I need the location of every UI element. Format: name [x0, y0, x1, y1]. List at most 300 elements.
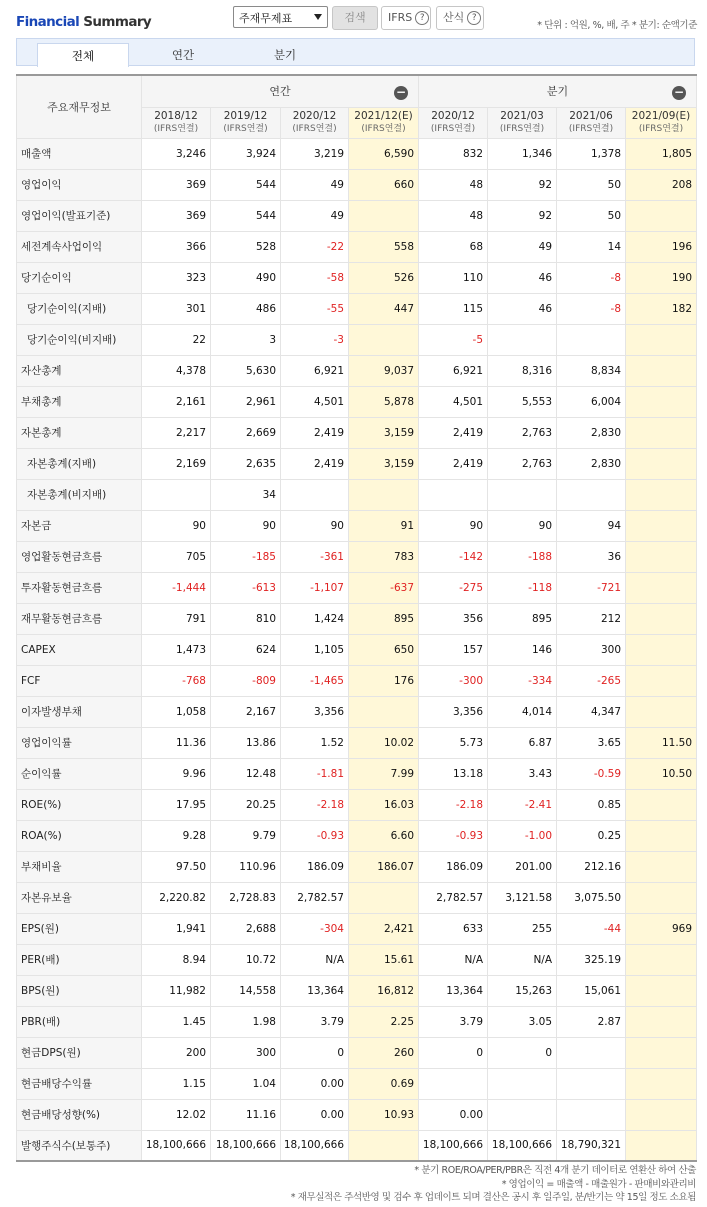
column-header	[349, 107, 419, 138]
row-label: 영업이익	[17, 169, 142, 200]
table-cell: 92	[488, 169, 557, 200]
row-label: 자본총계(비지배)	[17, 479, 142, 510]
table-cell	[349, 696, 419, 727]
table-row	[17, 1130, 697, 1161]
table-cell: 8,834	[557, 355, 626, 386]
table-cell: 16.03	[349, 789, 419, 820]
column-basis: (IFRS연결)	[568, 123, 614, 134]
table-cell: 186.09	[419, 851, 488, 882]
table-cell: 3	[211, 324, 281, 355]
footnote: * 분기 ROE/ROA/PER/PBR은 직전 4개 분기 데이터로 연환산 하여 산출	[414, 1165, 696, 1176]
table-row	[17, 479, 697, 510]
table-cell: 212.16	[557, 851, 626, 882]
table-cell: 3.79	[281, 1006, 349, 1037]
table-cell: 3,159	[349, 417, 419, 448]
table-cell: 969	[626, 913, 697, 944]
table-cell	[626, 820, 697, 851]
row-label: 영업이익률	[17, 727, 142, 758]
column-period: 2021/06	[569, 109, 613, 122]
table-cell: 5,553	[488, 386, 557, 417]
table-cell: 2,961	[211, 386, 281, 417]
table-cell: 1,473	[142, 634, 211, 665]
table-cell: 2,217	[142, 417, 211, 448]
table-cell: 558	[349, 231, 419, 262]
table-cell: 5,630	[211, 355, 281, 386]
row-label: 재무활동현금흐름	[17, 603, 142, 634]
table-cell: 110	[419, 262, 488, 293]
top-bar	[0, 0, 707, 36]
row-label: 자본금	[17, 510, 142, 541]
table-cell: -304	[281, 913, 349, 944]
table-cell	[349, 882, 419, 913]
table-cell: 17.95	[142, 789, 211, 820]
table-cell	[626, 789, 697, 820]
table-cell: 1,805	[626, 138, 697, 169]
table-cell: 190	[626, 262, 697, 293]
table-cell: 544	[211, 200, 281, 231]
table-cell: 486	[211, 293, 281, 324]
column-header	[419, 107, 488, 138]
table-cell: 6,004	[557, 386, 626, 417]
table-cell	[626, 324, 697, 355]
chevron-down-icon	[314, 14, 322, 20]
table-cell: 10.72	[211, 944, 281, 975]
table-cell: 810	[211, 603, 281, 634]
table-cell: 544	[211, 169, 281, 200]
table-cell: 8.94	[142, 944, 211, 975]
table-cell: 49	[281, 169, 349, 200]
table-cell: 14,558	[211, 975, 281, 1006]
table-cell: 212	[557, 603, 626, 634]
table-cell: 11,982	[142, 975, 211, 1006]
table-cell: 90	[281, 510, 349, 541]
table-cell: 300	[211, 1037, 281, 1068]
table-cell: 157	[419, 634, 488, 665]
table-cell	[557, 1068, 626, 1099]
table-cell: 18,790,321	[557, 1130, 626, 1161]
row-label: 자본총계(지배)	[17, 448, 142, 479]
row-label: BPS(원)	[17, 975, 142, 1006]
search-button[interactable]: 검색	[332, 6, 378, 30]
table-cell	[626, 448, 697, 479]
table-cell	[626, 386, 697, 417]
table-cell: 97.50	[142, 851, 211, 882]
table-cell: 10.93	[349, 1099, 419, 1130]
table-cell: 1.52	[281, 727, 349, 758]
table-cell: 0.85	[557, 789, 626, 820]
table-cell: -2.18	[281, 789, 349, 820]
table-cell: 115	[419, 293, 488, 324]
table-cell: 3,246	[142, 138, 211, 169]
row-label: 현금DPS(원)	[17, 1037, 142, 1068]
table-cell	[349, 1130, 419, 1161]
table-cell: 18,100,666	[281, 1130, 349, 1161]
table-row	[17, 1037, 697, 1068]
table-cell: 2,688	[211, 913, 281, 944]
table-cell	[626, 696, 697, 727]
table-cell: 9.79	[211, 820, 281, 851]
table-row	[17, 572, 697, 603]
table-cell: 6,921	[281, 355, 349, 386]
table-row	[17, 541, 697, 572]
table-cell: 323	[142, 262, 211, 293]
row-label: 영업이익(발표기준)	[17, 200, 142, 231]
table-cell: 1,058	[142, 696, 211, 727]
table-cell: 5,878	[349, 386, 419, 417]
table-cell	[626, 479, 697, 510]
table-cell	[626, 1068, 697, 1099]
table-cell: 301	[142, 293, 211, 324]
table-row	[17, 231, 697, 262]
table-row	[17, 262, 697, 293]
footnote: * 재무실적은 주석반영 및 검수 후 업데이트 되며 결산은 공시 후 일주일, 분/반기는 약 15일 정도 소요됨	[290, 1192, 696, 1203]
column-period: 2021/12(E)	[354, 109, 413, 122]
table-cell: -2.18	[419, 789, 488, 820]
table-row	[17, 386, 697, 417]
table-cell: 1,105	[281, 634, 349, 665]
column-period: 2020/12	[431, 109, 475, 122]
table-cell: 46	[488, 262, 557, 293]
row-label: 당기순이익(비지배)	[17, 324, 142, 355]
title-rest: Summary	[83, 14, 152, 30]
table-cell: 3,356	[419, 696, 488, 727]
table-cell: -1,107	[281, 572, 349, 603]
row-label: 발행주식수(보통주)	[17, 1130, 142, 1161]
table-cell: 2,635	[211, 448, 281, 479]
table-cell: 49	[488, 231, 557, 262]
question-icon: ?	[415, 11, 429, 25]
table-row	[17, 913, 697, 944]
table-row	[17, 169, 697, 200]
column-basis: (IFRS연결)	[223, 123, 268, 134]
table-cell: 2.87	[557, 1006, 626, 1037]
units-note: * 단위 : 억원, %, 배, 주 * 분기: 순액기준	[537, 20, 697, 31]
table-cell: 325.19	[557, 944, 626, 975]
table-cell: 5.73	[419, 727, 488, 758]
row-label: 부채비율	[17, 851, 142, 882]
table-row	[17, 820, 697, 851]
table-cell: 50	[557, 200, 626, 231]
table-cell: 0.00	[281, 1068, 349, 1099]
table-cell: 201.00	[488, 851, 557, 882]
table-cell: 12.48	[211, 758, 281, 789]
table-cell: 832	[419, 138, 488, 169]
table-cell: 9.28	[142, 820, 211, 851]
column-header	[281, 107, 349, 138]
table-row	[17, 634, 697, 665]
table-row	[17, 293, 697, 324]
table-cell: 48	[419, 200, 488, 231]
table-row	[17, 696, 697, 727]
table-cell: -1.00	[488, 820, 557, 851]
table-cell: 2,419	[281, 448, 349, 479]
period-tabs	[16, 38, 695, 66]
table-cell: -142	[419, 541, 488, 572]
table-cell: 366	[142, 231, 211, 262]
table-cell: 1,941	[142, 913, 211, 944]
table-cell: 1.04	[211, 1068, 281, 1099]
table-row	[17, 789, 697, 820]
table-cell: 2,830	[557, 417, 626, 448]
table-cell: 18,100,666	[488, 1130, 557, 1161]
table-row	[17, 882, 697, 913]
question-icon: ?	[467, 11, 481, 25]
table-cell: -0.59	[557, 758, 626, 789]
table-cell: 2.25	[349, 1006, 419, 1037]
column-period: 2019/12	[223, 109, 268, 122]
annual-group-header	[142, 75, 419, 107]
table-row	[17, 200, 697, 231]
collapse-quarterly-icon[interactable]: −	[674, 85, 685, 99]
table-cell: 7.99	[349, 758, 419, 789]
table-row	[17, 448, 697, 479]
table-row	[17, 603, 697, 634]
table-cell	[626, 510, 697, 541]
table-cell: 2,763	[488, 448, 557, 479]
table-cell: 4,347	[557, 696, 626, 727]
table-cell	[281, 479, 349, 510]
table-cell: 13,364	[281, 975, 349, 1006]
table-cell: 447	[349, 293, 419, 324]
table-cell	[626, 572, 697, 603]
table-cell: -721	[557, 572, 626, 603]
row-label: 순이익률	[17, 758, 142, 789]
table-cell: N/A	[488, 944, 557, 975]
table-cell: -55	[281, 293, 349, 324]
table-cell: -768	[142, 665, 211, 696]
column-period: 2021/03	[500, 109, 544, 122]
row-label: 자본유보율	[17, 882, 142, 913]
table-cell: 49	[281, 200, 349, 231]
tab-annual[interactable]: 연간	[171, 48, 195, 62]
table-cell: 895	[488, 603, 557, 634]
column-basis: (IFRS연결)	[638, 123, 684, 134]
table-cell: 68	[419, 231, 488, 262]
table-cell: 2,728.83	[211, 882, 281, 913]
table-cell: 2,763	[488, 417, 557, 448]
table-cell: -2.41	[488, 789, 557, 820]
table-cell: 186.09	[281, 851, 349, 882]
table-cell: 2,830	[557, 448, 626, 479]
table-cell	[349, 200, 419, 231]
table-cell: -0.93	[281, 820, 349, 851]
table-cell: 11.36	[142, 727, 211, 758]
table-cell: 1.45	[142, 1006, 211, 1037]
table-cell: 14	[557, 231, 626, 262]
table-cell	[349, 479, 419, 510]
table-cell: 146	[488, 634, 557, 665]
row-label: ROA(%)	[17, 820, 142, 851]
table-cell	[626, 1130, 697, 1161]
table-cell: 2,161	[142, 386, 211, 417]
table-cell: 3.79	[419, 1006, 488, 1037]
table-cell	[488, 324, 557, 355]
table-cell: 186.07	[349, 851, 419, 882]
row-label: EPS(원)	[17, 913, 142, 944]
table-cell: 2,669	[211, 417, 281, 448]
table-cell: -44	[557, 913, 626, 944]
table-cell	[349, 324, 419, 355]
ifrs-label: IFRS	[388, 11, 413, 24]
table-cell: 783	[349, 541, 419, 572]
table-cell: 3,356	[281, 696, 349, 727]
table-cell: 15,061	[557, 975, 626, 1006]
table-cell	[557, 1099, 626, 1130]
footnotes	[291, 1164, 696, 1205]
table-cell: 705	[142, 541, 211, 572]
table-cell: 6.60	[349, 820, 419, 851]
tab-all[interactable]: 전체	[37, 43, 129, 67]
table-cell: 15.61	[349, 944, 419, 975]
table-cell: -1,444	[142, 572, 211, 603]
table-cell: -637	[349, 572, 419, 603]
table-cell: 18,100,666	[419, 1130, 488, 1161]
ifrs-help-button[interactable]	[381, 6, 431, 30]
report-type-select[interactable]	[233, 6, 328, 28]
table-cell	[626, 851, 697, 882]
table-cell: 9,037	[349, 355, 419, 386]
table-cell: 10.02	[349, 727, 419, 758]
table-cell: 34	[211, 479, 281, 510]
corner-header: 주요재무정보	[17, 75, 142, 138]
table-cell: 200	[142, 1037, 211, 1068]
table-row	[17, 324, 697, 355]
table-cell: 1,378	[557, 138, 626, 169]
table-cell: 526	[349, 262, 419, 293]
table-cell: 11.50	[626, 727, 697, 758]
annual-group-label: 연간	[269, 85, 291, 99]
table-cell	[488, 479, 557, 510]
table-cell: 356	[419, 603, 488, 634]
table-cell: 36	[557, 541, 626, 572]
table-cell	[626, 200, 697, 231]
table-cell: 0.25	[557, 820, 626, 851]
table-row	[17, 975, 697, 1006]
table-cell: 0	[281, 1037, 349, 1068]
row-label: CAPEX	[17, 634, 142, 665]
table-cell: 18,100,666	[211, 1130, 281, 1161]
table-cell	[488, 1099, 557, 1130]
table-cell	[626, 975, 697, 1006]
table-cell: 13,364	[419, 975, 488, 1006]
table-cell: 46	[488, 293, 557, 324]
table-cell: 4,014	[488, 696, 557, 727]
table-cell: 8,316	[488, 355, 557, 386]
table-cell	[626, 603, 697, 634]
table-cell: 791	[142, 603, 211, 634]
page-title	[16, 14, 151, 30]
table-cell: -188	[488, 541, 557, 572]
table-cell: 15,263	[488, 975, 557, 1006]
table-cell: 91	[349, 510, 419, 541]
table-cell: 208	[626, 169, 697, 200]
table-cell: 0	[488, 1037, 557, 1068]
formula-label: 산식	[443, 11, 465, 24]
column-basis: (IFRS연결)	[361, 123, 406, 134]
table-cell: 92	[488, 200, 557, 231]
row-label: 현금배당성향(%)	[17, 1099, 142, 1130]
table-cell: 3.65	[557, 727, 626, 758]
table-cell: 490	[211, 262, 281, 293]
table-cell	[626, 882, 697, 913]
table-cell: 110.96	[211, 851, 281, 882]
table-cell: 2,419	[419, 448, 488, 479]
table-cell: 13.86	[211, 727, 281, 758]
table-cell: -5	[419, 324, 488, 355]
table-cell: N/A	[281, 944, 349, 975]
column-basis: (IFRS연결)	[499, 123, 545, 134]
column-header	[557, 107, 626, 138]
table-cell	[626, 417, 697, 448]
table-cell	[557, 324, 626, 355]
row-label: 자본총계	[17, 417, 142, 448]
formula-help-button[interactable]	[436, 6, 484, 30]
table-cell: -22	[281, 231, 349, 262]
title-brand: Financial	[16, 14, 80, 30]
table-cell: -0.93	[419, 820, 488, 851]
table-cell: -1,465	[281, 665, 349, 696]
table-cell: 2,419	[281, 417, 349, 448]
table-cell: 1.15	[142, 1068, 211, 1099]
table-row	[17, 758, 697, 789]
table-cell: 2,169	[142, 448, 211, 479]
table-cell: 11.16	[211, 1099, 281, 1130]
tab-quarterly[interactable]: 분기	[273, 48, 297, 62]
table-cell	[626, 1099, 697, 1130]
table-cell: 196	[626, 231, 697, 262]
table-cell: 6.87	[488, 727, 557, 758]
table-cell: 2,421	[349, 913, 419, 944]
table-cell	[557, 1037, 626, 1068]
table-cell	[557, 479, 626, 510]
table-cell: 22	[142, 324, 211, 355]
column-basis: (IFRS연결)	[430, 123, 476, 134]
table-cell	[626, 665, 697, 696]
table-cell: 12.02	[142, 1099, 211, 1130]
table-cell: 660	[349, 169, 419, 200]
table-row	[17, 355, 697, 386]
table-cell: 3,121.58	[488, 882, 557, 913]
row-label: 영업활동현금흐름	[17, 541, 142, 572]
table-cell: 90	[211, 510, 281, 541]
row-label: PER(배)	[17, 944, 142, 975]
table-cell: -1.81	[281, 758, 349, 789]
table-cell: 18,100,666	[142, 1130, 211, 1161]
table-cell: 650	[349, 634, 419, 665]
table-cell: 90	[488, 510, 557, 541]
table-cell: 4,501	[419, 386, 488, 417]
table-cell	[626, 541, 697, 572]
table-cell: 48	[419, 169, 488, 200]
table-cell: 1.98	[211, 1006, 281, 1037]
table-cell: 16,812	[349, 975, 419, 1006]
table-cell: 4,378	[142, 355, 211, 386]
table-cell: 9.96	[142, 758, 211, 789]
table-cell: 182	[626, 293, 697, 324]
table-cell	[626, 1037, 697, 1068]
column-header	[142, 107, 211, 138]
collapse-annual-icon[interactable]: −	[395, 85, 407, 99]
table-cell: -58	[281, 262, 349, 293]
table-cell	[626, 1006, 697, 1037]
table-cell: 369	[142, 200, 211, 231]
row-label: 당기순이익	[17, 262, 142, 293]
row-label: 투자활동현금흐름	[17, 572, 142, 603]
table-cell: 1,346	[488, 138, 557, 169]
column-basis: (IFRS연결)	[153, 123, 199, 134]
table-cell: -613	[211, 572, 281, 603]
table-cell	[419, 479, 488, 510]
